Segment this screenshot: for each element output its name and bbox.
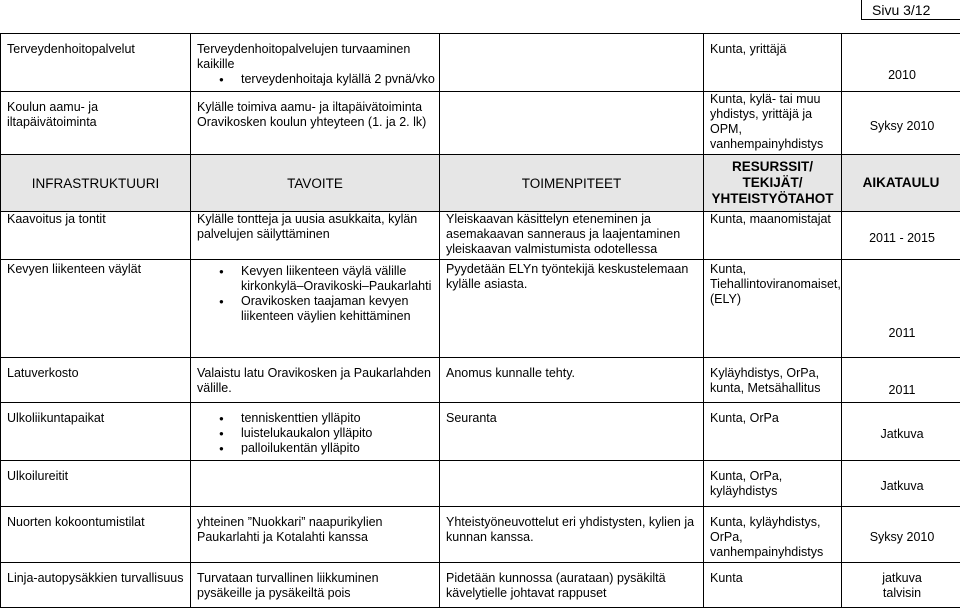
cell-schedule: 2010	[842, 34, 960, 92]
cell-goal: Kylälle toimiva aamu- ja iltapäivätoiminta Oravikosken koulun yhteyteen (1. ja 2. lk)	[191, 92, 440, 155]
list-item: ● tenniskenttien ylläpito	[197, 411, 435, 426]
cell-schedule: Syksy 2010	[842, 92, 960, 155]
table-row	[1, 212, 960, 260]
cell-resources: Kunta, OrPa, kyläyhdistys	[704, 461, 842, 507]
cell-actions: Pidetään kunnossa (aurataan) pysäkiltä kävelytielle johtavat rappuset	[440, 563, 704, 608]
cell-schedule: Syksy 2010	[842, 507, 960, 563]
cell-resources: Kunta, OrPa	[704, 403, 842, 461]
table-row	[1, 358, 960, 403]
cell-goal: Kylälle tontteja ja uusia asukkaita, kylän palvelujen säilyttäminen	[191, 212, 440, 260]
cell-schedule: Jatkuva	[842, 461, 960, 507]
header-actions: TOIMENPITEET	[440, 155, 704, 212]
cell-actions: Pyydetään ELYn työntekijä keskustelemaan kylälle asiasta.	[440, 260, 704, 358]
table-row	[1, 34, 960, 92]
list-item: ● terveydenhoitaja kylällä 2 pvnä/vko	[197, 72, 435, 87]
cell-infrastructure: Linja-autopysäkkien turvallisuus	[1, 563, 191, 608]
table-row	[1, 260, 960, 358]
cell-actions: Anomus kunnalle tehty.	[440, 358, 704, 403]
table-header-row	[1, 155, 960, 212]
cell-infrastructure: Nuorten kokoontumistilat	[1, 507, 191, 563]
table-row	[1, 563, 960, 608]
cell-goal	[191, 34, 440, 92]
cell-infrastructure: Terveydenhoitopalvelut	[1, 34, 191, 92]
header-goal: TAVOITE	[191, 155, 440, 212]
table-row	[1, 92, 960, 155]
cell-goal	[191, 260, 440, 358]
table-row	[1, 403, 960, 461]
schedule-line: talvisin	[848, 586, 956, 601]
header-infrastructure: INFRASTRUKTUURI	[1, 155, 191, 212]
cell-schedule: 2011	[842, 260, 960, 358]
cell-goal	[191, 403, 440, 461]
header-resources: RESURSSIT/ TEKIJÄT/ YHTEISTYÖTAHOT	[704, 155, 842, 212]
cell-goal: yhteinen ”Nuokkari” naapurikylien Paukarlahti ja Kotalahti kanssa	[191, 507, 440, 563]
cell-resources: Kyläyhdistys, OrPa, kunta, Metsähallitus	[704, 358, 842, 403]
list-item: ● luistelukaukalon ylläpito	[197, 426, 435, 441]
cell-actions: Yhteistyöneuvottelut eri yhdistysten, kylien ja kunnan kanssa.	[440, 507, 704, 563]
cell-goal: Turvataan turvallinen liikkuminen pysäkeille ja pysäkeiltä pois	[191, 563, 440, 608]
cell-actions	[440, 92, 704, 155]
cell-goal: Valaistu latu Oravikosken ja Paukarlahden välille.	[191, 358, 440, 403]
development-plan-table	[0, 33, 960, 608]
cell-infrastructure: Latuverkosto	[1, 358, 191, 403]
cell-schedule: 2011	[842, 358, 960, 403]
table-row	[1, 461, 960, 507]
cell-infrastructure: Ulkoliikuntapaikat	[1, 403, 191, 461]
goal-text: Terveydenhoitopalvelujen turvaaminen kaikille	[197, 42, 435, 72]
list-item: ● Oravikosken taajaman kevyen liikenteen väylien kehittäminen	[197, 294, 435, 324]
cell-resources: Kunta, kyläyhdistys, OrPa, vanhempainyhdistys	[704, 507, 842, 563]
cell-actions	[440, 461, 704, 507]
cell-resources: Kunta, yrittäjä	[704, 34, 842, 92]
cell-resources: Kunta	[704, 563, 842, 608]
cell-resources: Kunta, maanomistajat	[704, 212, 842, 260]
cell-actions: Yleiskaavan käsittelyn eteneminen ja asemakaavan sanneraus ja laajentaminen yleiskaavan valmistumista odotellessa	[440, 212, 704, 260]
table-row	[1, 507, 960, 563]
cell-schedule	[842, 563, 960, 608]
cell-infrastructure: Kevyen liikenteen väylät	[1, 260, 191, 358]
cell-schedule: Jatkuva	[842, 403, 960, 461]
header-schedule: AIKATAULU	[842, 155, 960, 212]
cell-resources: Kunta, kylä- tai muu yhdistys, yrittäjä ja OPM, vanhempainyhdistys	[704, 92, 842, 155]
list-item: ● Kevyen liikenteen väylä välille kirkonkylä–Oravikoski–Paukarlahti	[197, 264, 435, 294]
cell-schedule: 2011 - 2015	[842, 212, 960, 260]
cell-infrastructure: Kaavoitus ja tontit	[1, 212, 191, 260]
cell-infrastructure: Ulkoilureitit	[1, 461, 191, 507]
cell-resources: Kunta, Tiehallintoviranomaiset, (ELY)	[704, 260, 842, 358]
cell-goal	[191, 461, 440, 507]
cell-actions	[440, 34, 704, 92]
cell-actions: Seuranta	[440, 403, 704, 461]
cell-infrastructure: Koulun aamu- ja iltapäivätoiminta	[1, 92, 191, 155]
list-item: ● palloilukentän ylläpito	[197, 441, 435, 456]
schedule-line: jatkuva	[848, 571, 956, 586]
page-number: Sivu 3/12	[861, 0, 960, 20]
